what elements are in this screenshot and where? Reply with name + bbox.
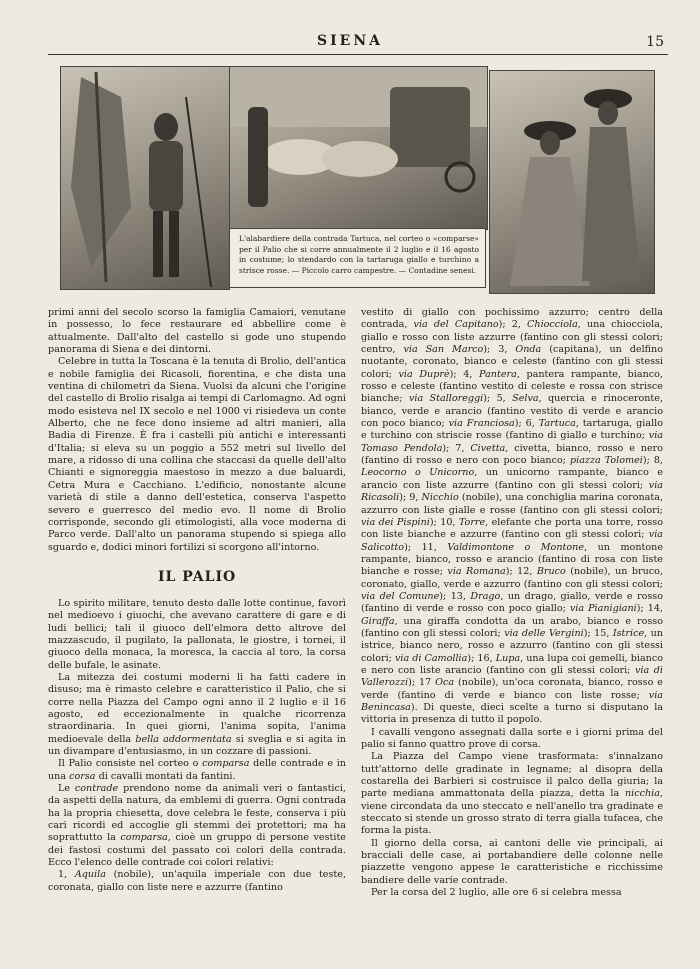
italic-run: Valdimontone o Montone (447, 541, 585, 553)
text-run: ); 6, (514, 418, 539, 430)
figure-body (149, 141, 183, 211)
text-run: , tartaruga, giallo e turchino con striscie rosse (fantino di giallo e turchino; (361, 418, 663, 442)
paragraph-contrade (48, 783, 346, 869)
text-run: , un montone rampante, bianco, rosso e arancio (fantino di rosa con liste bianche e rosse; (361, 541, 663, 578)
text-run: ); 17 (408, 677, 436, 689)
section-title: IL PALIO (158, 568, 237, 585)
right-column (361, 307, 663, 900)
text-run: (nobile), un'oca coronata, bianco, rosso e verde (fantino di verde e bianco con liste rosse; (361, 677, 663, 701)
italic-run: via Stalloreggi (408, 393, 484, 405)
italic-run: Lupa (495, 652, 521, 664)
italic-run: corsa (69, 770, 96, 782)
text-run: prendono nome da animali veri o fantastici, da aspetti della natura, da emblemi di guerra. Ogni contrada ha la propria chiesetta, dove celebra le feste, conserva i più cari ricordi ed accoglie gli stemmi dei protettori; ma ha soprattutto la (48, 783, 346, 844)
italic-run: nicchia (624, 788, 660, 800)
caption-box (229, 228, 486, 288)
italic-run: contrade (74, 783, 119, 795)
dress-right (582, 127, 640, 281)
italic-run: via del Comune (361, 590, 440, 602)
paragraph-contrade-list (361, 307, 663, 727)
text-run: delle contrade e in una (48, 758, 346, 782)
left-column (48, 307, 346, 894)
peasant-women-illustration (490, 71, 654, 293)
text-run: ); 12, (505, 566, 537, 578)
page-number: 15 (646, 34, 664, 50)
italic-run: Selva (512, 393, 539, 405)
paragraph-giorno-corsa: Il giorno della corsa, ai cantoni delle vie principali, ai bracciali delle case, ai portabandiere delle colonne nelle piazzette vengono appese le caratteristiche e ricchissime bandiere delle varie contrade. (361, 837, 663, 886)
text-run: Le (58, 783, 75, 795)
italic-run: bella addormentata (135, 733, 232, 745)
text-run: , una lupa coi gemelli, bianco e nero con liste arancio (fantino con gli stessi colori; (361, 652, 664, 676)
italic-run: Nicchio (421, 492, 459, 504)
text-run: ); 13, (439, 590, 471, 602)
italic-run: via di Camollia (394, 652, 468, 664)
paragraph-cavalli: I cavalli vengono assegnati dalla sorte e i giorni prima del palio si fanno quattro prove di corsa. (361, 726, 663, 751)
paragraph-messa: Per la corsa del 2 luglio, alle ore 6 si celebra messa (371, 887, 622, 899)
italic-run: via Tomaso Pendola (361, 430, 663, 454)
italic-run: Istrice (612, 627, 645, 639)
italic-run: via dei Pispini (361, 516, 430, 528)
italic-run: via Ricasoli (361, 479, 663, 504)
italic-run: comparsa (202, 758, 250, 770)
italic-run: via del Capitano (413, 319, 499, 331)
italic-run: Giraffa (361, 615, 395, 627)
text-run: vestito di giallo con pochissimo azzurro; centro della contrada, (361, 307, 663, 331)
text-run: , un istrice, bianco nero, rosso e azzurro (fantino con gli stessi colori; (361, 627, 663, 664)
text-run: , un drago, giallo, verde e rosso (fantino di verde e rosso con poco giallo; (361, 590, 663, 615)
text-run: ); 10, (429, 516, 459, 528)
text-run: ). Di queste, dieci scelte a turno si disputano la vittoria in presenza di tutto il popolo. (361, 702, 663, 726)
text-run: ); 9, (399, 492, 422, 504)
dress-left (510, 157, 590, 286)
text-run: ); 5, (483, 393, 513, 405)
italic-run: via delle Vergini (504, 627, 584, 639)
paragraph-brolio-intro: primi anni del secolo scorso la famiglia Camaiori, venutane in possesso, lo fece restaurare ed abbellire come è attualmente. Dall'alto del castello si gode uno stupendo panorama di Siena e dei dintorni. (48, 307, 346, 356)
text-run: ); 14, (636, 603, 663, 615)
head-left (540, 131, 560, 155)
italic-run: piazza Tolomei (569, 455, 643, 467)
italic-run: Pantera (479, 368, 517, 380)
paragraph-piazza (361, 751, 663, 837)
ox-right (322, 141, 398, 177)
text-run: , pantera rampante, bianco, rosso e celeste (fantino vestito di celeste e rossa con strisce bianche; (361, 368, 663, 405)
italic-run: via Romana (447, 566, 506, 578)
italic-run: via Salicotto (361, 529, 663, 553)
ox-cart-illustration (230, 67, 487, 229)
text-run: (nobile), un bruco, coronato, giallo, verde e azzurro (fantino con gli stessi colori; (361, 566, 663, 590)
figure-head (154, 113, 178, 141)
cart-wheel (446, 163, 474, 191)
cart-load (390, 87, 470, 167)
text-run: si sveglia e si agita in un divampare d'entusiasmo, in un cozzare di passioni. (48, 733, 346, 757)
italic-run: Onda (515, 344, 542, 356)
photo-peasant-women (489, 70, 655, 294)
text-run: La Piazza del Campo viene trasformata: s'innalzano tutt'attorno delle gradinate in legname; al disopra della costarella dei Barbieri si costruisce il palco della giuria; la parte mediana ammattonata della piazza, detta la (361, 751, 663, 800)
italic-run: via Franciosa (448, 418, 515, 430)
paragraph-mitezza (48, 672, 346, 758)
farmer-figure (248, 107, 268, 207)
text-run: Il Palio consiste nel corteo o (58, 758, 203, 770)
text-run: ); 16, (467, 652, 496, 664)
text-run: ); 3, (483, 344, 516, 356)
running-title: SIENA (317, 33, 383, 49)
text-run: ); 11, (404, 541, 448, 553)
text-run: , cioè un gruppo di persone vestite dei fastosi costumi del passato coi colori della contrada. Ecco l'elenco delle contrade coi colori relativi: (48, 832, 346, 869)
paragraph-palio-consiste (48, 758, 346, 783)
text-run: ); 4, (449, 368, 480, 380)
text-run: (capitana), un delfino nuotante, coronato, bianco e celeste (fantino con gli stessi colori; (361, 344, 664, 380)
italic-run: Leocorno o Unicorno (361, 467, 475, 479)
italic-run: via Duprè (398, 368, 450, 380)
text-run: ); 15, (583, 627, 613, 639)
italic-run: Chiocciola (527, 319, 578, 331)
text-run: , un unicorno rampante, bianco e arancio con liste azzurre (fantino con gli stessi colori; (361, 467, 663, 491)
italic-run: Bruco (536, 566, 566, 578)
italic-run: Oca (435, 677, 455, 689)
text-run: (nobile), un'aquila imperiale con due teste, coronata, giallo con liste nere e azzurre (fantino (48, 869, 346, 893)
halberd-shaft (186, 97, 211, 287)
italic-run: comparsa (120, 832, 168, 844)
text-run: , civetta, bianco, rosso e nero (fantino di rosso e nero con poco bianco; (361, 442, 663, 467)
text-run: (nobile), una conchiglia marina coronata, azzurro con liste gialle e rosse (fantino con gli stessi colori; (361, 492, 663, 516)
italic-run: Aquila (74, 869, 106, 881)
figure-leg-right (169, 211, 179, 277)
photo-ox-cart (229, 66, 488, 230)
italic-run: via San Marco (403, 344, 484, 356)
head-right (598, 101, 618, 125)
italic-run: via di Vallerozzi (361, 664, 663, 689)
text-run: ); 7, (442, 442, 471, 454)
header-rule (48, 54, 668, 55)
italic-run: Civetta (470, 442, 506, 454)
text-run: , quercia e rinoceronte, bianco, verde e arancio (fantino vestito di verde e arancio con poco bianco; (361, 393, 663, 430)
halberdier-illustration (61, 67, 229, 289)
photo-caption: L'alabardiere della contrada Tartuca, nel corteo o «comparse» per il Palio che si corre annualmente il 2 luglio e il 16 agosto in costume; lo stendardo con la tartaruga giallo e turchino a strisce rosse. — Piccolo carro campestre. — Contadine senesi. (239, 234, 479, 275)
text-run: ); 8, (642, 455, 663, 467)
text-run: , viene circondata da uno steccato e nell'anello tra gradinate e steccato si stende un grosso strato di terra gialla tufacea, che forma la pista. (361, 788, 663, 837)
italic-run: via Benincasa (361, 689, 663, 713)
paragraph-spirito-militare: Lo spirito militare, tenuto desto dalle lotte continue, favorì nel medioevo i giuochi, che avevano carattere di gare e di ludi bellici; tali il giuoco dell'elmora detto altrove del mazzascudo, il pugilato, la pallonata, le giostre, i tornei, il giuoco della monaca, la moresca, la caccia al toro, la corsa delle bufale, le asinate. (48, 597, 346, 671)
paragraph-aquila (48, 869, 346, 894)
text-run: , una giraffa condotta da un arabo, bianco e rosso (fantino con gli stessi colori; (361, 615, 663, 639)
text-run: , elefante che porta una torre, rosso con liste bianche e azzurre (fantino con gli stessi colori; (361, 516, 663, 541)
paragraph-brolio: Celebre in tutta la Toscana è la tenuta di Brolio, dell'antica e nobile famiglia dei Ricasoli, fiorentina, e che dista una ventina di chilometri da Siena. Vuolsi da alcuni che l'origine del castello di Brolio risalga ai tempi di Carlomagno. Ad ogni modo esisteva nel IX secolo e nel 1000 vi risiedeva un conte Alberto, che ne fece dono insieme ad altri manieri, alla Badia di Firenze. È fra i castelli più antichi e interessanti d'Italia; si eleva su un poggio a 552 metri sul livello del mare, a ridosso di una collina che staccasi da quelle dell'alto Chianti e signoreggia maestoso in mezzo a due baluardi, Cetra Mura e Cacchiano. L'edificio, nonostante alcune varietà di stile a danno dell'estetica, conserva l'aspetto severo e guerresco del medio evo. Il nome di Brolio corrisponde, secondo gli etimologisti, alla voce moderna di Parco verde. Dall'alto un panorama stupendo si spiega allo sguardo e, dodici minori fortilizi si scorgono all'intorno. (48, 356, 346, 553)
figure-leg-left (153, 211, 163, 277)
italic-run: Tartuca (538, 418, 576, 430)
italic-run: Torre (458, 516, 486, 528)
text-run: , una chiocciola, giallo e rosso con liste azzurre (fantino con gli stessi colori; centro, (361, 319, 663, 356)
italic-run: via Pianigiani (569, 603, 637, 615)
text-run: La mitezza dei costumi moderni li ha fatti cadere in disuso; ma è rimasto celebre e caratteristico il Palio, che si corre nella Piazza del Campo ogni anno il 2 luglio e il 16 agosto, ed eccezionalmente in qualche ricorrenza straordinaria. In quei giorni, l'anima sopita, l'anima medioevale della (48, 671, 346, 745)
text-run: ); 2, (498, 319, 528, 331)
italic-run: Drago (470, 590, 501, 602)
text-run: 1, (58, 869, 75, 881)
photo-halberdier (60, 66, 230, 290)
text-run: di cavalli montati da fantini. (95, 770, 236, 782)
